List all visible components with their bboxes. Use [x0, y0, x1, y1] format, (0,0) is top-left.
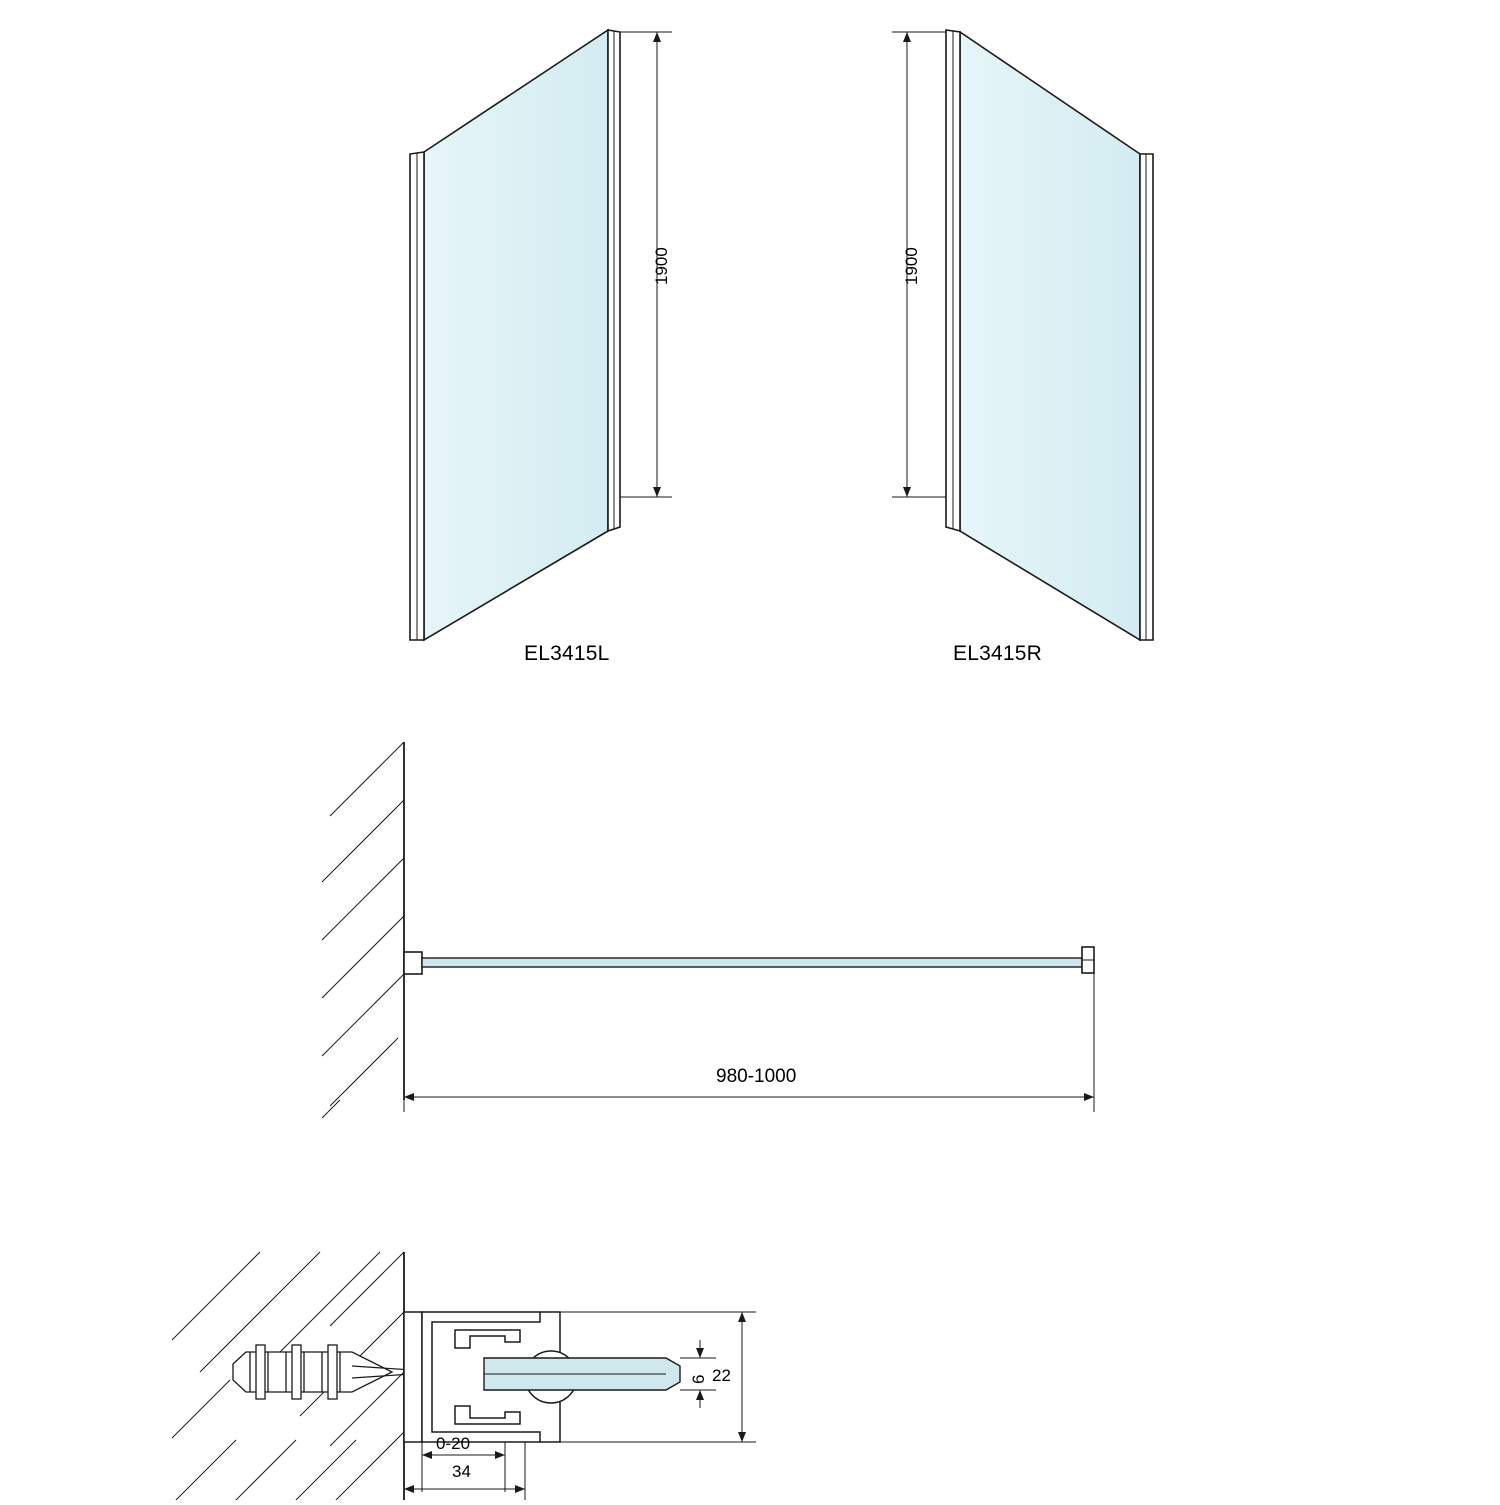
dim-profile-height: 22 — [712, 1366, 731, 1385]
model-label-left: EL3415L — [524, 642, 610, 665]
wall-anchor — [233, 1345, 392, 1399]
dim-height-left-view: 1900 — [652, 247, 671, 285]
view-left-panel — [410, 30, 672, 640]
model-label-right: EL3415R — [953, 642, 1042, 665]
view-right-panel — [892, 30, 1153, 640]
view-plan — [322, 742, 1094, 1118]
dim-glass-thickness: 6 — [689, 1374, 708, 1384]
dim-profile-width: 34 — [452, 1462, 471, 1481]
detail-glass-section — [484, 1358, 680, 1390]
plan-wall-hatch — [322, 742, 404, 1118]
dim-height-right-view: 1900 — [902, 247, 921, 285]
glass-pane-left — [424, 30, 608, 640]
plan-wall-profile — [404, 952, 422, 974]
dim-plan-width: 980-1000 — [716, 1066, 797, 1087]
glass-pane-right — [960, 32, 1140, 640]
dim-adjustment: 0-20 — [436, 1434, 471, 1453]
plan-glass-section — [422, 958, 1082, 967]
